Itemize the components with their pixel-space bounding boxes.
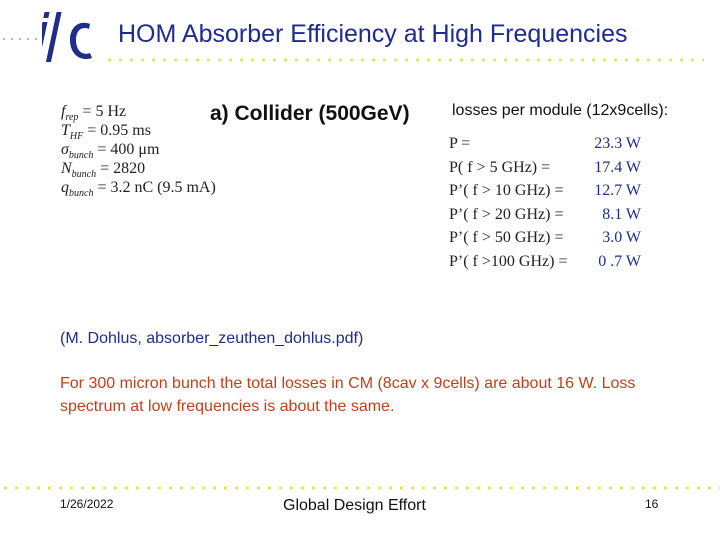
footer-organization: Global Design Effort: [283, 497, 426, 514]
reference-citation: (M. Dohlus, absorber_zeuthen_dohlus.pdf): [60, 330, 364, 347]
decorative-dots-left: [0, 37, 44, 41]
loss-row: P( f > 5 GHz) = 17.4 W: [449, 158, 641, 176]
loss-row: P’( f > 10 GHz) = 12.7 W: [449, 182, 641, 199]
losses-list: [449, 132, 649, 273]
loss-row: P = 23.3 W: [449, 135, 641, 152]
loss-row: P’( f > 50 GHz) = 3.0 W: [449, 229, 641, 246]
collider-heading: a) Collider (500GeV): [210, 102, 410, 125]
loss-row: P’( f >100 GHz) = 0 .7 W: [449, 252, 641, 270]
param-n-bunch: $N_{bunch} = 2820$: [61, 160, 146, 181]
page-number: 16: [645, 497, 659, 511]
param-thf: $T_{HF} = 0.95$ ms: [61, 122, 151, 143]
ilc-logo: [42, 10, 98, 64]
param-sigma-bunch: $\sigma_{bunch} = 400$ μm: [61, 141, 160, 162]
loss-row: P’( f > 20 GHz) = 8.1 W: [449, 205, 641, 223]
param-q-bunch: $q_{bunch} = 3.2$ nC (9.5 mA): [61, 179, 216, 200]
param-frep: $f_{rep} = 5$ Hz: [61, 103, 127, 124]
losses-heading: losses per module (12x9cells):: [452, 102, 669, 119]
loss-table-figure: [56, 98, 669, 274]
beam-parameters: [61, 102, 216, 200]
title-divider: [104, 58, 704, 62]
summary-note: For 300 micron bunch the total losses in CM (8cav x 9cells) are about 16 W. Loss spectrum at low frequencies is about the same.: [60, 375, 636, 415]
footer-date: 1/26/2022: [60, 497, 114, 511]
footer-divider: [0, 486, 720, 490]
slide-title: HOM Absorber Efficiency at High Frequencies: [118, 20, 628, 48]
